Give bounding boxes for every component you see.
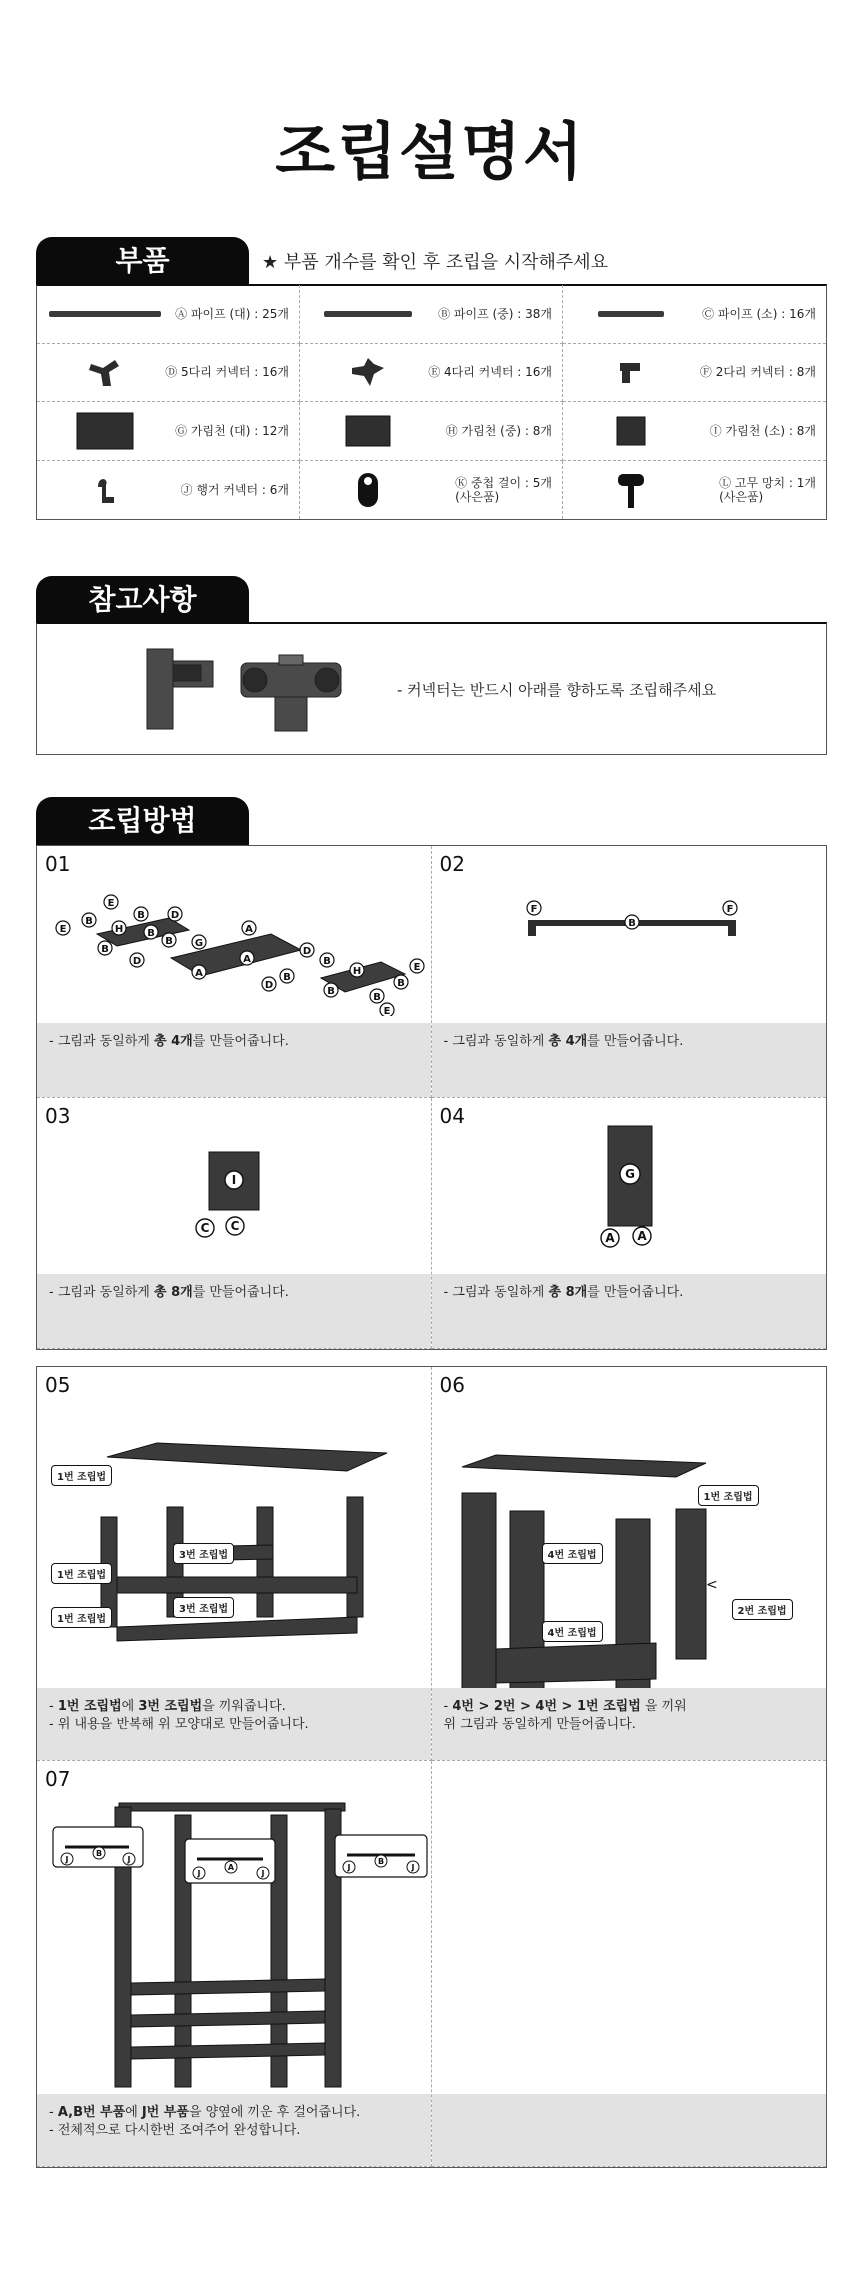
note-text: - 그림과 동일하게 (49, 1033, 154, 1049)
note-bold: 1번 조립법 (57, 1699, 122, 1714)
note-text: 을 양옆에 끼운 후 걸어줍니다. (188, 2105, 361, 2120)
svg-text:I: I (231, 1172, 237, 1187)
step-05 (37, 1367, 432, 1761)
svg-text:B: B (377, 1857, 385, 1866)
part-label: Ⓗ 가림천 (중) : 8개 (445, 423, 552, 438)
steps-grid-bottom (36, 1366, 827, 2168)
part-item (300, 402, 563, 461)
step-01-illustration (51, 886, 431, 1016)
svg-text:E: E (107, 898, 115, 909)
connector-orientation-illustration (137, 641, 357, 737)
step-04 (432, 1098, 827, 1350)
step-07 (37, 1761, 432, 2167)
note-line (49, 2104, 419, 2122)
note-text: 를 만들어줍니다. (192, 1285, 289, 1300)
step-number: 06 (439, 1373, 465, 1397)
step-number: 07 (45, 1767, 71, 1791)
svg-text:B: B (147, 928, 155, 939)
svg-text:J: J (65, 1855, 69, 1864)
svg-text:C: C (200, 1220, 210, 1235)
step-note (432, 1274, 827, 1348)
part-item (563, 285, 826, 344)
note-text: - 그림과 동일하게 (443, 1285, 549, 1300)
note-text: - (49, 1699, 58, 1714)
note-bold: 총 8개 (548, 1285, 588, 1300)
assembly-tag: 4번 조립법 (542, 1543, 603, 1564)
note-bold: 4번 > 2번 > 4번 > 1번 조립법 (452, 1699, 641, 1714)
note-text: - 그림과 동일하게 (443, 1033, 549, 1049)
part-item (37, 344, 300, 403)
part-item (37, 285, 300, 344)
svg-text:B: B (327, 986, 335, 997)
empty-step-cell (432, 1761, 827, 2167)
step-note (432, 1688, 827, 1760)
short-pipe-icon (571, 290, 691, 338)
assembly-tag: 1번 조립법 (51, 1563, 112, 1584)
step-number: 05 (45, 1373, 71, 1397)
part-item (563, 402, 826, 461)
note-line (444, 1698, 815, 1716)
long-pipe-icon (45, 290, 165, 338)
svg-text:B: B (101, 944, 109, 955)
step-03 (37, 1098, 432, 1350)
part-label: Ⓙ 행거 커넥터 : 6개 (180, 482, 289, 497)
part-label: Ⓘ 가림천 (소) : 8개 (709, 423, 816, 438)
rubber-mallet-icon (571, 466, 691, 514)
page-title: 조립설명서 (275, 115, 585, 188)
four-way-connector-icon (308, 348, 428, 396)
note-text: 에 (121, 1699, 139, 1714)
part-label: Ⓒ 파이프 (소) : 16개 (702, 306, 816, 321)
svg-text:F: F (726, 904, 733, 915)
step-number: 04 (439, 1103, 465, 1128)
note-text: 을 끼워 (640, 1699, 687, 1714)
step-number: 02 (439, 852, 465, 876)
note-bold: J번 부품 (141, 2105, 189, 2120)
small-fabric-icon (571, 407, 691, 455)
step-01 (37, 846, 432, 1098)
note-text: 을 끼워줍니다. (202, 1699, 286, 1714)
assembly-section-tab: 조립방법 (36, 797, 249, 845)
note-bold: 총 4개 (154, 1033, 193, 1049)
svg-text:B: B (137, 910, 145, 921)
svg-text:H: H (352, 966, 362, 977)
svg-text:A: A (243, 954, 251, 965)
part-label: Ⓕ 2다리 커넥터 : 8개 (699, 365, 816, 380)
note-bold: 총 4개 (548, 1033, 588, 1049)
step-06-illustration (456, 1419, 816, 1689)
note-bold: A,B번 부품 (57, 2105, 126, 2120)
part-label: Ⓓ 5다리 커넥터 : 16개 (165, 365, 289, 380)
step-number: 03 (45, 1103, 71, 1128)
note-bold: 총 8개 (154, 1285, 193, 1300)
svg-text:B: B (85, 916, 93, 927)
part-item (563, 461, 826, 520)
two-way-connector-icon (571, 348, 691, 396)
note-text: 를 만들어줍니다. (587, 1285, 684, 1300)
svg-text:B: B (283, 972, 291, 983)
hanger-connector-icon (45, 466, 165, 514)
svg-text:H: H (114, 924, 124, 935)
part-label: Ⓔ 4다리 커넥터 : 16개 (428, 365, 552, 380)
medium-fabric-icon (308, 407, 428, 455)
svg-text:J: J (347, 1863, 351, 1872)
svg-text:J: J (411, 1863, 415, 1872)
svg-text:B: B (397, 978, 405, 989)
medium-pipe-icon (308, 290, 428, 338)
svg-text:G: G (194, 938, 204, 949)
svg-text:D: D (264, 980, 274, 991)
svg-text:E: E (413, 962, 421, 973)
assembly-tag: 1번 조립법 (51, 1607, 112, 1628)
step-02 (432, 846, 827, 1098)
note-line: - 위 내용을 반복해 위 모양대로 만들어줍니다. (49, 1717, 309, 1732)
part-label: Ⓑ 파이프 (중) : 38개 (438, 306, 552, 321)
large-fabric-icon (45, 407, 165, 455)
note-text: - 그림과 동일하게 (49, 1285, 154, 1300)
svg-text:J: J (197, 1869, 201, 1878)
svg-text:E: E (59, 924, 67, 935)
overlap-hook-icon (308, 466, 428, 514)
part-item (563, 344, 826, 403)
svg-text:B: B (323, 956, 331, 967)
part-item (37, 461, 300, 520)
parts-note: ★ 부품 개수를 확인 후 조립을 시작해주세요 (262, 252, 609, 273)
svg-text:B: B (373, 992, 381, 1003)
step-number: 01 (45, 852, 71, 876)
note-line: 위 그림과 동일하게 만들어줍니다. (443, 1717, 636, 1732)
step-note (37, 1023, 431, 1097)
assembly-tag: 3번 조립법 (173, 1543, 234, 1564)
part-label: Ⓚ 중첩 걸이 : 5개 (사은품) (455, 475, 552, 504)
assembly-tag: 1번 조립법 (51, 1465, 112, 1486)
svg-text:G: G (624, 1166, 635, 1181)
step-06 (432, 1367, 827, 1761)
reference-text: - 커넥터는 반드시 아래를 향하도록 조립해주세요 (397, 681, 717, 699)
step-04-illustration (582, 1122, 682, 1252)
svg-text:D: D (302, 946, 312, 957)
svg-text:<: < (705, 1577, 718, 1593)
svg-text:A: A (195, 968, 203, 979)
svg-text:A: A (245, 924, 253, 935)
part-item (300, 285, 563, 344)
note-text: 를 만들어줍니다. (192, 1033, 289, 1049)
note-text: 를 만들어줍니다. (587, 1033, 684, 1049)
step-07-illustration (45, 1779, 432, 2099)
part-label: Ⓖ 가림천 (대) : 12개 (175, 423, 289, 438)
part-item (37, 402, 300, 461)
reference-section-tab: 참고사항 (36, 576, 249, 624)
svg-text:B: B (627, 918, 636, 929)
empty-note-strip (432, 2094, 827, 2166)
note-bold: 3번 조립법 (138, 1699, 203, 1714)
note-text: - (49, 2105, 58, 2120)
svg-text:D: D (170, 910, 180, 921)
steps-grid-top (36, 845, 827, 1350)
assembly-tag: 4번 조립법 (542, 1621, 603, 1642)
part-item (300, 461, 563, 520)
parts-grid (36, 285, 827, 520)
svg-text:B: B (165, 936, 173, 947)
step-03-illustration (187, 1148, 287, 1248)
note-line (49, 1698, 419, 1716)
note-text: 에 (125, 2105, 142, 2120)
svg-text:E: E (383, 1006, 391, 1016)
part-label: Ⓛ 고무 망치 : 1개 (사은품) (719, 475, 816, 504)
svg-text:C: C (230, 1218, 240, 1233)
assembly-tag: 2번 조립법 (732, 1599, 793, 1620)
svg-text:B: B (95, 1849, 103, 1858)
svg-text:A: A (636, 1228, 647, 1243)
svg-text:F: F (530, 904, 537, 915)
five-way-connector-icon (45, 348, 165, 396)
step-note (37, 1274, 431, 1348)
svg-text:J: J (127, 1855, 131, 1864)
svg-text:A: A (227, 1863, 235, 1872)
assembly-tag: 1번 조립법 (698, 1485, 759, 1506)
svg-text:D: D (132, 956, 142, 967)
parts-section-tab: 부품 (36, 237, 249, 285)
part-item (300, 344, 563, 403)
note-text: - (443, 1699, 453, 1714)
assembly-tag: 3번 조립법 (173, 1597, 234, 1618)
step-02-illustration (522, 900, 742, 960)
part-label: Ⓐ 파이프 (대) : 25개 (175, 306, 289, 321)
svg-text:A: A (604, 1230, 615, 1245)
reference-box (36, 623, 827, 755)
step-note (37, 2094, 431, 2166)
step-note (37, 1688, 431, 1760)
step-note (432, 1023, 827, 1097)
note-line: - 전체적으로 다시한번 조여주어 완성합니다. (49, 2123, 301, 2138)
step-05-illustration (57, 1427, 432, 1687)
svg-text:J: J (261, 1869, 265, 1878)
